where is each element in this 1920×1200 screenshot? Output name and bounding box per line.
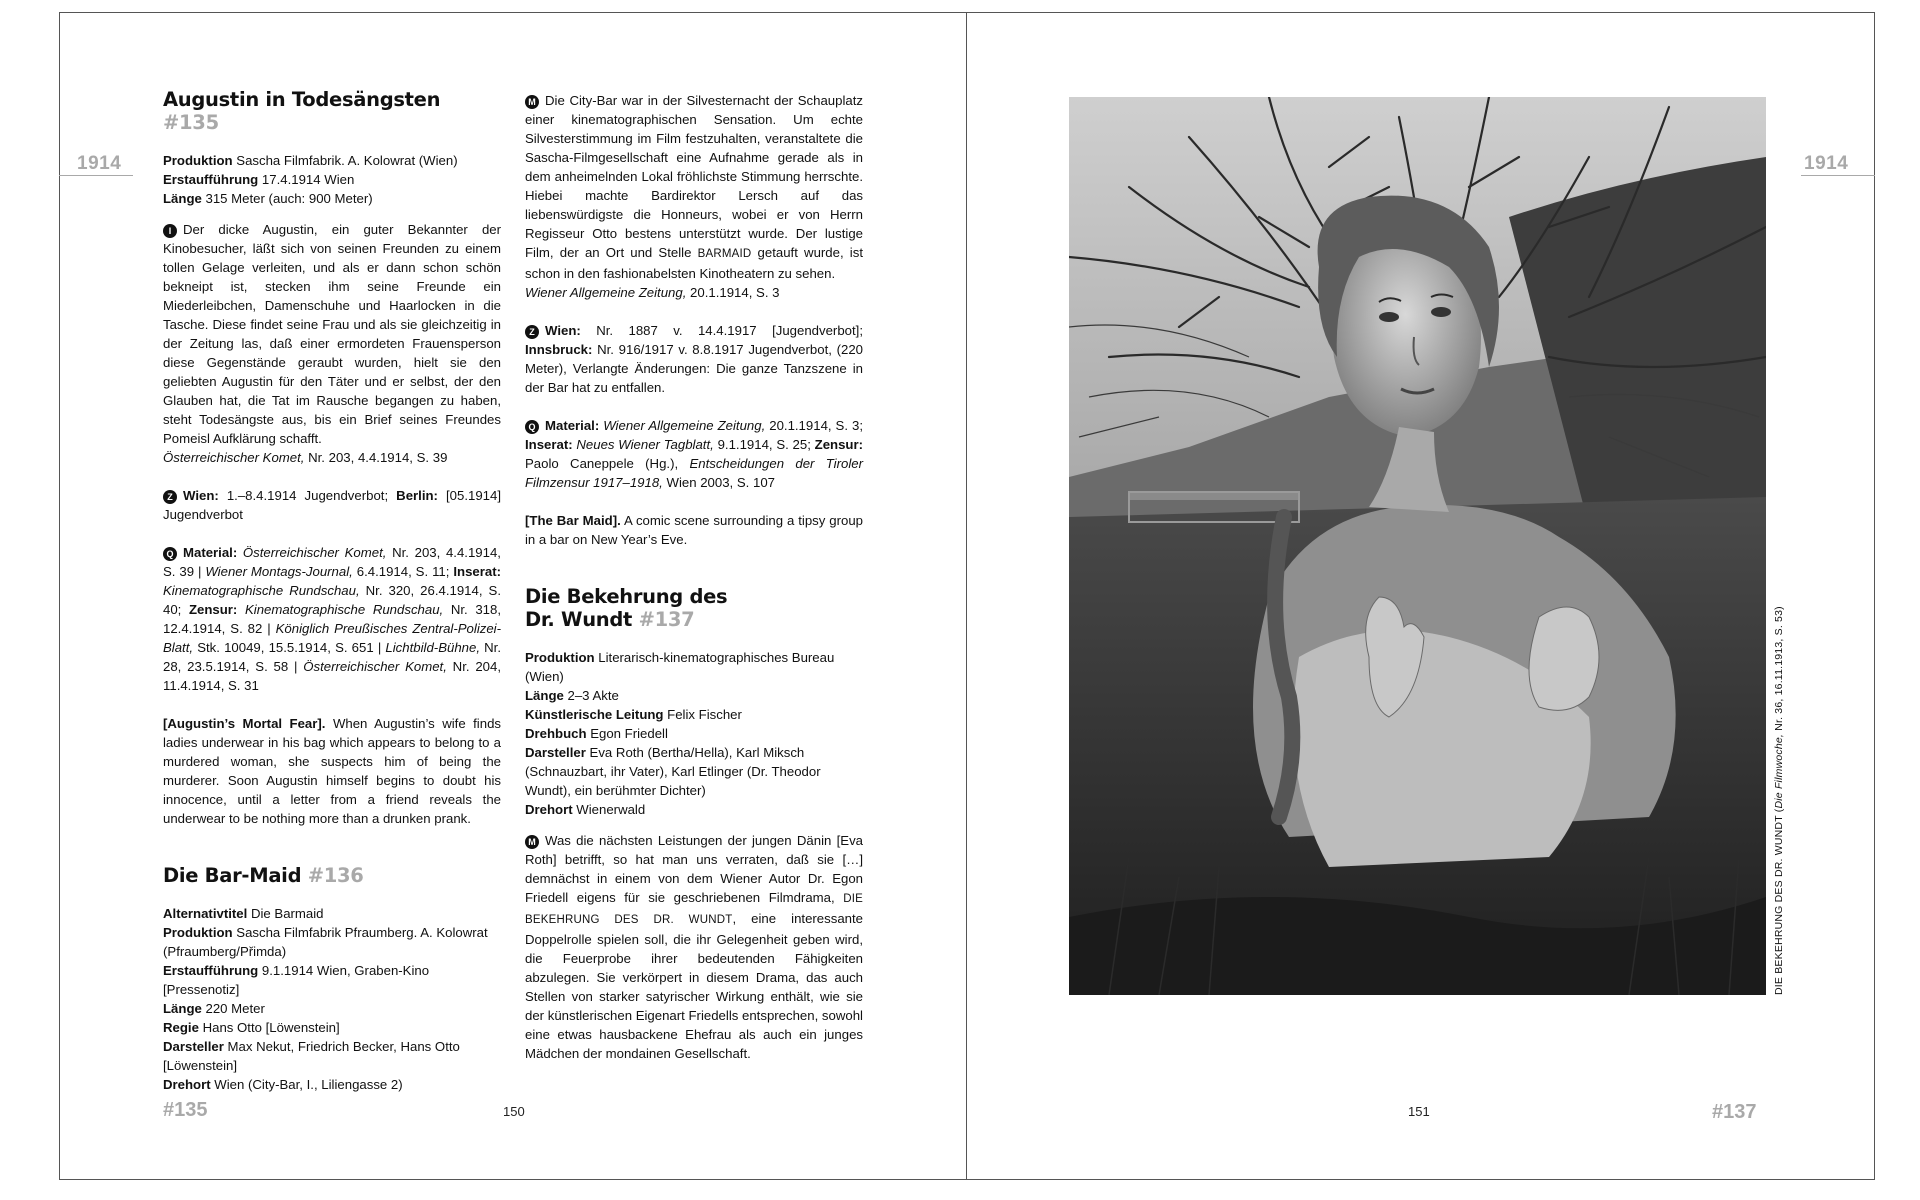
film-still-image bbox=[1069, 97, 1766, 995]
year-rule-left bbox=[59, 175, 133, 176]
source-details: Nr. 203, 4.4.1914, S. 39 bbox=[304, 450, 448, 465]
press-icon: M bbox=[525, 835, 539, 849]
source-label: Zensur: bbox=[814, 437, 863, 452]
meta-value: 17.4.1914 Wien bbox=[261, 172, 355, 187]
meta-key: Produktion bbox=[163, 153, 233, 168]
press-text: Die City-Bar war in der Silvesternacht der Schauplatz einer kinematographischen Sensation. Um echte Silvesterstimmung im Film festzuhalten, veranstaltete die Sascha-Filmgesellschaft eine Aufnahme gerade als in dem anheimelnden Lokal fröhlichste Stimmung herrschte. Hiebei machte Bardirektor Lersch auf das liebenswürdigste die Honneurs, wobei er von Herrn Regisseur Otto bestens unterstützt wurde. Der lustige Film, der an Ort und Stelle bbox=[525, 93, 863, 260]
censorship-detail: Nr. 916/1917 v. 8.8.1917 Jugendverbot, (220 Meter), Verlangte Änderungen: Die ganze Tanzszene in der Bar hat zu entfallen. bbox=[525, 342, 863, 395]
source-details: 20.1.1914, S. 3 bbox=[686, 285, 780, 300]
caption-source-details: Nr. 36, 16.11.1913, S. 53) bbox=[1773, 606, 1785, 734]
meta-value: Max Nekut, Friedrich Becker, Hans Otto [Löwenstein] bbox=[163, 1039, 460, 1073]
source-details: Paolo Caneppele (Hg.), bbox=[525, 456, 690, 471]
meta-row bbox=[163, 999, 501, 1018]
meta-value: Wienerwald bbox=[576, 802, 646, 817]
meta-row bbox=[163, 151, 501, 170]
meta-row bbox=[163, 923, 501, 961]
source-title: Österreichischer Komet, bbox=[163, 450, 305, 465]
entry-meta-136 bbox=[163, 904, 501, 1094]
meta-key: Länge bbox=[163, 191, 202, 206]
sources-icon: Q bbox=[163, 547, 177, 561]
source-label: Inserat: bbox=[525, 437, 577, 452]
info-text: Der dicke Augustin, ein guter Bekannter der Kinobesucher, läßt sich von seinen Freunden zu einem tollen Gelage verleiten, und als er dann schon schön bekneipt ist, stecken ihm seine Freunde ein Miederleibchen, Damenschuhe und Haarlocken in die Tasche. Diese findet seine Frau und als sie gleichzeitig in der Zeitung las, daß einer ermordeten Frauensperson diese Gegenstände geraubt wurden, hielt sie den geliebten Augustin für den Täter und er selbst, der den Glauben hat, die Tat im Rausche begangen zu haben, steht Todesängste aus, bis ein Brief seines Freundes Pomeisl Aufklärung schafft. bbox=[163, 222, 501, 446]
meta-value: Egon Friedell bbox=[590, 726, 668, 741]
english-text: A comic scene surrounding a tipsy group in a bar on New Year’s Eve. bbox=[525, 513, 863, 547]
meta-row bbox=[163, 961, 501, 999]
source-details: 6.4.1914, S. 11; bbox=[352, 564, 454, 579]
english-title: [Augustin’s Mortal Fear]. bbox=[163, 716, 326, 731]
censorship-detail: [05.1914] Jugendverbot bbox=[163, 488, 501, 522]
source-title: Kinematographische Rundschau, bbox=[163, 583, 360, 598]
meta-value: Felix Fischer bbox=[667, 707, 742, 722]
entry-meta-137 bbox=[525, 648, 863, 819]
photo-caption bbox=[1773, 606, 1785, 995]
year-marker-right: 1914 bbox=[1804, 153, 1849, 174]
meta-row bbox=[525, 648, 863, 686]
meta-value: Sascha Filmfabrik. A. Kolowrat (Wien) bbox=[236, 153, 458, 168]
meta-key: Darsteller bbox=[525, 745, 586, 760]
meta-row bbox=[525, 800, 863, 819]
entry-number: #135 bbox=[163, 111, 219, 134]
source-details: Stk. 10049, 15.5.1914, S. 651 | bbox=[193, 640, 386, 655]
entry-title-text: Die Bekehrung des bbox=[525, 585, 728, 608]
english-summary-136 bbox=[525, 511, 863, 549]
meta-value: Hans Otto [Löwenstein] bbox=[202, 1020, 340, 1035]
entry-title-136 bbox=[163, 864, 501, 887]
censorship-paragraph-135 bbox=[163, 486, 501, 524]
meta-row bbox=[163, 189, 501, 208]
source-label: Material: bbox=[183, 545, 243, 560]
source-title: Wiener Allgemeine Zeitung, bbox=[603, 418, 766, 433]
meta-key: Erstaufführung bbox=[163, 963, 259, 978]
source-details: Nr. 203, 4.4.1914, S. 39 | bbox=[163, 545, 501, 579]
source-title: Kinematographische Rundschau, bbox=[244, 602, 444, 617]
source-title: Österreichischer Komet, bbox=[303, 659, 447, 674]
press-text: getauft wurde, ist schon in den fashionabelsten Kinotheatern zu sehen. bbox=[525, 245, 863, 281]
meta-value: Sascha Filmfabrik Pfraumberg. A. Kolowrat (Pfraumberg/Přimda) bbox=[163, 925, 488, 959]
source-title: Königlich Preußisches Zentral-Polizei-Blatt, bbox=[163, 621, 501, 655]
press-icon: M bbox=[525, 95, 539, 109]
press-text: , eine interessante Doppelrolle spielen soll, die ihr Gelegenheit geben wird, die Feuerprobe ihrer bedeutenden Fähigkeiten abzulegen. Sie verkörpert in diesem Drama, das auch Stellen von starker satyrischer Wirkung enthält, wie sie der künstlerischen Eigenart Friedells entsprechen, sowohl eine etwas hausbackene Ehefrau als auch ein junges Mädchen der mondainen Gesellschaft. bbox=[525, 911, 863, 1061]
page-gutter bbox=[966, 12, 967, 1180]
meta-key: Länge bbox=[163, 1001, 202, 1016]
meta-key: Länge bbox=[525, 688, 564, 703]
source-details: Wien 2003, S. 107 bbox=[662, 475, 775, 490]
film-title-smallcaps: BARMAID bbox=[697, 248, 752, 260]
source-title: Österreichischer Komet, bbox=[242, 545, 387, 560]
meta-key: Produktion bbox=[163, 925, 233, 940]
censorship-place: Wien: bbox=[545, 323, 581, 338]
meta-row bbox=[525, 724, 863, 743]
meta-row bbox=[525, 743, 863, 800]
year-rule-right bbox=[1801, 175, 1875, 176]
meta-key: Drehbuch bbox=[525, 726, 587, 741]
meta-value: 220 Meter bbox=[205, 1001, 265, 1016]
film-title-smallcaps: DIE BEKEHRUNG DES DR. WUNDT bbox=[525, 893, 863, 926]
sources-paragraph-135 bbox=[163, 543, 501, 695]
entry-title-text: Dr. Wundt bbox=[525, 608, 633, 631]
meta-key: Darsteller bbox=[163, 1039, 224, 1054]
entry-title-text: Augustin in Todesängsten bbox=[163, 88, 441, 111]
source-label: Zensur: bbox=[188, 602, 245, 617]
meta-value: Eva Roth (Bertha/Hella), Karl Miksch (Schnauzbart, ihr Vater), Karl Etlinger (Dr. Theodor Wundt), ein berühmter Dichter) bbox=[525, 745, 821, 798]
info-icon: I bbox=[163, 224, 177, 238]
source-title: Neues Wiener Tagblatt, bbox=[576, 437, 714, 452]
press-paragraph-136 bbox=[525, 91, 863, 283]
entry-meta-135 bbox=[163, 151, 501, 208]
source-title: Wiener Allgemeine Zeitung, bbox=[525, 285, 687, 300]
meta-key: Erstaufführung bbox=[163, 172, 259, 187]
censorship-detail: Nr. 1887 v. 14.4.1917 [Jugendverbot]; bbox=[580, 323, 863, 338]
entry-number: #136 bbox=[307, 864, 364, 887]
caption-source-title: Die Filmwoche, bbox=[1773, 733, 1785, 809]
source-details: 9.1.1914, S. 25; bbox=[713, 437, 815, 452]
sources-icon: Q bbox=[525, 420, 539, 434]
censorship-place: Innsbruck: bbox=[525, 342, 593, 357]
meta-row bbox=[525, 686, 863, 705]
page-number-left: 150 bbox=[503, 1104, 525, 1119]
censorship-detail: 1.–8.4.1914 Jugendverbot; bbox=[218, 488, 397, 503]
footer-entry-number-right: #137 bbox=[1712, 1101, 1757, 1123]
meta-key: Künstlerische Leitung bbox=[525, 707, 664, 722]
press-text: Was die nächsten Leistungen der jungen Dänin [Eva Roth] betrifft, so hat man uns verraten, daß sie […] demnächst in einem von dem Wiener Autor Dr. Egon Friedell eigens für sie geschriebenen Filmdrama, bbox=[525, 833, 863, 905]
censorship-place: Berlin: bbox=[396, 488, 438, 503]
meta-key: Drehort bbox=[163, 1077, 211, 1092]
source-label: Inserat: bbox=[453, 564, 501, 579]
meta-key: Alternativtitel bbox=[163, 906, 248, 921]
meta-value: Literarisch-kinematographisches Bureau (Wien) bbox=[525, 650, 835, 684]
meta-row bbox=[163, 1018, 501, 1037]
source-details: 20.1.1914, S. 3; bbox=[765, 418, 863, 433]
info-paragraph-135 bbox=[163, 220, 501, 467]
caption-film-title: DIE BEKEHRUNG DES DR. WUNDT bbox=[1773, 812, 1785, 995]
page-number-right: 151 bbox=[1408, 1104, 1430, 1119]
meta-row bbox=[163, 1037, 501, 1075]
censorship-icon: Z bbox=[163, 490, 177, 504]
meta-row bbox=[163, 904, 501, 923]
year-marker-left: 1914 bbox=[77, 153, 122, 174]
source-details: Nr. 318, 12.4.1914, S. 82 | bbox=[163, 602, 501, 636]
caption-paren: ( bbox=[1773, 808, 1785, 813]
entry-number: #137 bbox=[638, 608, 695, 631]
censorship-paragraph-136 bbox=[525, 321, 863, 397]
meta-row bbox=[525, 705, 863, 724]
censorship-icon: Z bbox=[525, 325, 539, 339]
source-title: Entscheidungen der Tiroler Filmzensur 1917–1918, bbox=[525, 456, 863, 490]
entry-title-135 bbox=[163, 88, 501, 134]
left-column bbox=[163, 88, 501, 1106]
source-title: Lichtbild-Bühne, bbox=[385, 640, 480, 655]
film-still-photo bbox=[1069, 97, 1766, 995]
meta-row bbox=[163, 1075, 501, 1094]
meta-value: Die Barmaid bbox=[250, 906, 324, 921]
source-title: Wiener Montags-Journal, bbox=[205, 564, 353, 579]
meta-value: 2–3 Akte bbox=[567, 688, 619, 703]
source-label: Material: bbox=[545, 418, 604, 433]
meta-key: Drehort bbox=[525, 802, 573, 817]
press-paragraph-137 bbox=[525, 831, 863, 1063]
entry-title-text: Die Bar-Maid bbox=[163, 864, 302, 887]
press-source-136 bbox=[525, 283, 863, 302]
source-details: Nr. 320, 26.4.1914, S. 40; bbox=[163, 583, 501, 617]
meta-key: Produktion bbox=[525, 650, 595, 665]
english-title: [The Bar Maid]. bbox=[525, 513, 621, 528]
footer-entry-number-left: #135 bbox=[163, 1099, 208, 1121]
entry-title-137 bbox=[525, 585, 863, 631]
meta-value: Wien (City-Bar, I., Liliengasse 2) bbox=[214, 1077, 403, 1092]
meta-row bbox=[163, 170, 501, 189]
meta-value: 9.1.1914 Wien, Graben-Kino [Pressenotiz] bbox=[163, 963, 430, 997]
english-summary-135 bbox=[163, 714, 501, 828]
meta-value: 315 Meter (auch: 900 Meter) bbox=[205, 191, 373, 206]
english-text: When Augustin’s wife finds ladies underwear in his bag which appears to belong to a murdered woman, she suspects him of being the murderer. Soon Augustin himself begins to doubt his innocence, until a letter from a friend reveals the underwear to be nothing more than a drunken prank. bbox=[163, 716, 501, 826]
meta-key: Regie bbox=[163, 1020, 199, 1035]
source-details: Nr. 204, 11.4.1914, S. 31 bbox=[163, 659, 501, 693]
source-details: Nr. 28, 23.5.1914, S. 58 | bbox=[163, 640, 502, 674]
middle-column bbox=[525, 91, 863, 1082]
sources-paragraph-136 bbox=[525, 416, 863, 492]
censorship-place: Wien: bbox=[183, 488, 219, 503]
